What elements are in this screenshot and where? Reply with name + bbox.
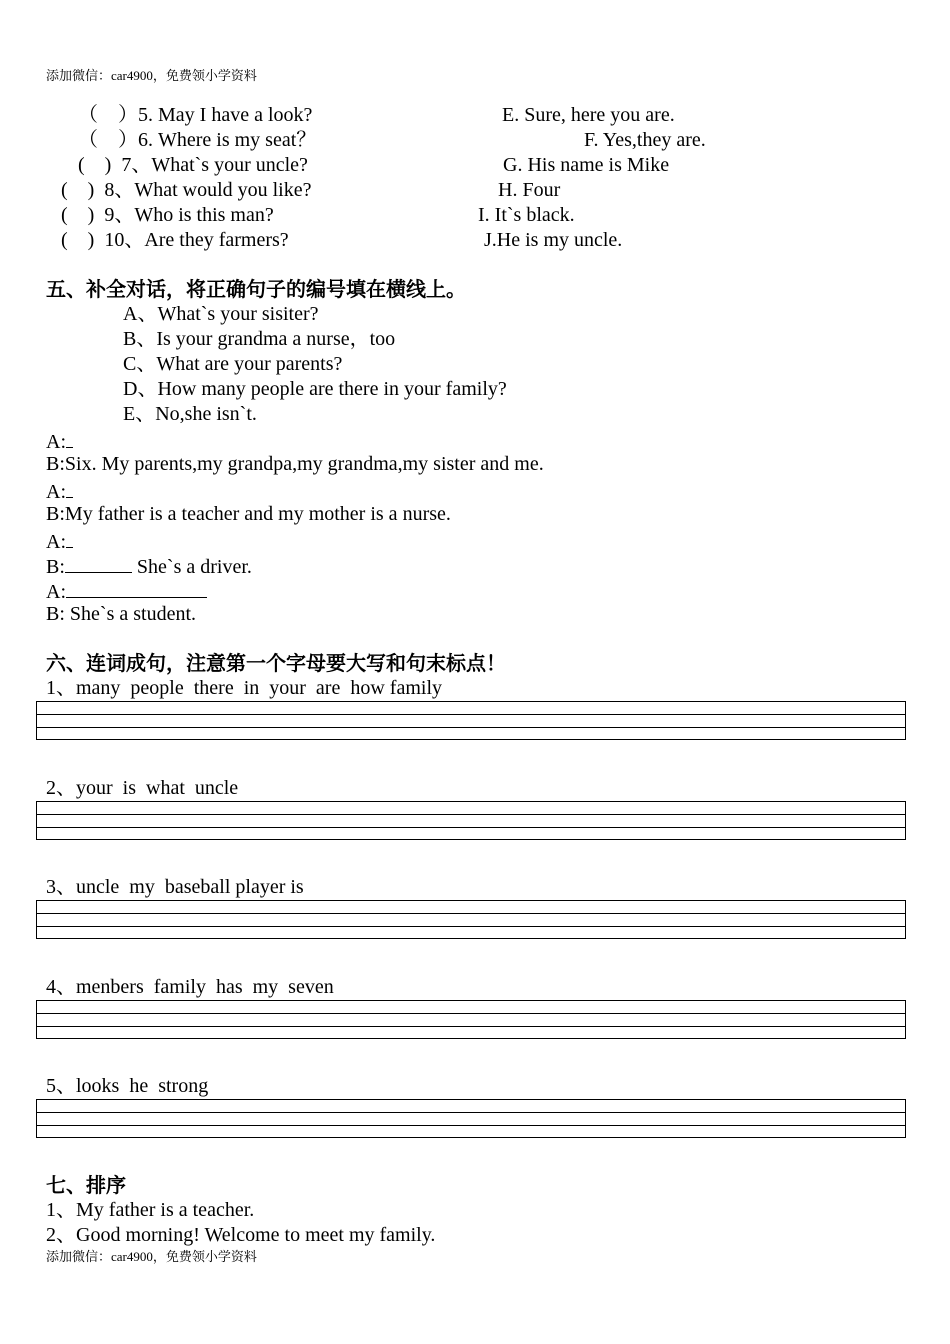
dialogue-line [46,477,73,505]
speaker: A: [46,481,66,503]
matching-answer: E. Sure, here you are. [502,104,675,126]
answer-blank[interactable] [66,527,73,548]
dialogue-option: A、What`s your sisiter? [123,303,319,325]
speaker: B: [46,603,65,625]
matching-answer: G. His name is Mike [503,154,670,176]
dialogue-line [46,527,73,555]
matching-question: （ ）5. May I have a look? [78,104,313,126]
dialogue-text: Six. My parents,my grandpa,my grandma,my sister and me. [64,453,544,475]
dialogue-line [46,602,196,627]
speaker: B: [46,503,65,525]
matching-answer: I. It`s black. [478,204,575,226]
matching-answer: F. Yes,they are. [584,129,706,151]
dialogue-line [46,552,252,580]
matching-question: ( ) 10、Are they farmers? [61,229,289,251]
writing-box[interactable] [36,701,906,740]
dialogue-option: D、How many people are there in your family? [123,378,507,400]
word-order-item: 2、your is what uncle [46,777,239,799]
answer-blank[interactable] [66,477,73,498]
section-five-title: 五、补全对话，将正确句子的编号填在横线上。 [46,277,466,301]
speaker: B: [46,453,65,475]
writing-box[interactable] [36,1000,906,1039]
matching-question: ( ) 9、Who is this man? [61,204,274,226]
page-header: 添加微信：car4900，免费领小学资料 [46,68,257,83]
matching-answer: J.He is my uncle. [484,229,623,251]
speaker: A: [46,531,66,553]
speaker: B: [46,556,65,578]
dialogue-line [46,577,207,605]
section-six-title: 六、连词成句，注意第一个字母要大写和句末标点！ [46,651,506,675]
dialogue-text: She`s a driver. [131,556,252,578]
dialogue-option: B、Is your grandma a nurse，too [123,328,396,350]
dialogue-line [46,502,451,527]
speaker: A: [46,581,66,603]
matching-answer: H. Four [498,179,561,201]
dialogue-text: She`s a student. [64,603,196,625]
page-footer: 添加微信：car4900，免费领小学资料 [46,1249,257,1264]
speaker: A: [46,431,66,453]
word-order-item: 1、many people there in your are how family [46,677,442,699]
dialogue-line [46,427,73,455]
writing-box[interactable] [36,900,906,939]
writing-box[interactable] [36,801,906,840]
ordering-item: 2、Good morning! Welcome to meet my family. [46,1224,436,1246]
word-order-item: 4、menbers family has my seven [46,976,334,998]
word-order-item: 5、looks he strong [46,1075,209,1097]
answer-blank[interactable] [66,577,207,598]
writing-box[interactable] [36,1099,906,1138]
dialogue-line [46,452,544,477]
answer-blank[interactable] [66,427,73,448]
dialogue-option: E、No,she isn`t. [123,403,257,425]
matching-question: （ ）6. Where is my seat？ [78,129,317,151]
matching-question: ( ) 7、What`s your uncle? [78,154,308,176]
answer-blank[interactable] [65,552,132,573]
section-seven-title: 七、排序 [46,1173,126,1197]
matching-question: ( ) 8、What would you like? [61,179,312,201]
dialogue-option: C、What are your parents? [123,353,343,375]
ordering-item: 1、My father is a teacher. [46,1199,255,1221]
dialogue-text: My father is a teacher and my mother is a nurse. [64,503,451,525]
word-order-item: 3、uncle my baseball player is [46,876,304,898]
